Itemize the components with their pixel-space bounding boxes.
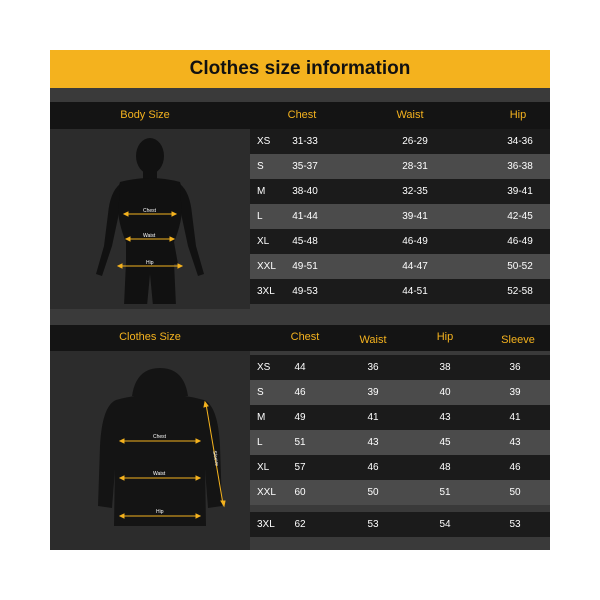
table-row [250, 405, 550, 430]
hip-value: 36-38 [507, 161, 533, 172]
chest-value: 62 [294, 519, 306, 530]
size-label: L [257, 211, 263, 222]
figure-waist-label: Waist [153, 471, 166, 477]
body-col-waist: Waist [396, 109, 424, 121]
size-label: XXL [257, 487, 276, 498]
size-label: M [257, 412, 266, 423]
clothes-figure-panel [50, 351, 250, 550]
size-label: 3XL [257, 519, 275, 530]
chest-value: 44 [294, 362, 306, 373]
figure-hip-label: Hip [156, 509, 164, 515]
waist-value: 39-41 [402, 211, 428, 222]
waist-value: 44-51 [402, 286, 428, 297]
clothes-col-chest: Chest [290, 331, 320, 343]
hip-value: 48 [439, 462, 451, 473]
body-col-hip: Hip [509, 109, 527, 121]
hip-value: 46-49 [507, 236, 533, 247]
clothes-col-hip: Hip [436, 331, 454, 343]
chest-value: 57 [294, 462, 306, 473]
clothes-col-sleeve: Sleeve [501, 334, 535, 346]
sleeve-value: 43 [509, 437, 521, 448]
table-row [250, 430, 550, 455]
body-col-chest: Chest [287, 109, 317, 121]
size-label: XS [257, 362, 271, 373]
table-row [250, 179, 550, 204]
figure-waist-label: Waist [143, 233, 156, 239]
waist-value: 41 [367, 412, 379, 423]
waist-value: 39 [367, 387, 379, 398]
waist-value: 32-35 [402, 186, 428, 197]
table-row [250, 380, 550, 405]
chest-value: 51 [294, 437, 306, 448]
sleeve-value: 46 [509, 462, 521, 473]
size-label: L [257, 437, 263, 448]
size-label: M [257, 186, 266, 197]
waist-value: 36 [367, 362, 379, 373]
table-row [250, 455, 550, 480]
figure-chest-label: Chest [143, 208, 157, 214]
waist-value: 26-29 [402, 136, 428, 147]
waist-value: 44-47 [402, 261, 428, 272]
chest-value: 49-53 [292, 286, 318, 297]
size-label: S [257, 161, 264, 172]
size-label: S [257, 387, 264, 398]
hip-value: 51 [439, 487, 451, 498]
chest-value: 35-37 [292, 161, 318, 172]
chest-value: 46 [294, 387, 306, 398]
clothes-col-waist: Waist [359, 334, 387, 346]
figure-hip-label: Hip [146, 260, 154, 266]
table-row [250, 129, 550, 154]
hip-value: 39-41 [507, 186, 533, 197]
waist-value: 46-49 [402, 236, 428, 247]
sleeve-value: 36 [509, 362, 521, 373]
hip-value: 45 [439, 437, 451, 448]
chest-value: 49-51 [292, 261, 318, 272]
chest-value: 38-40 [292, 186, 318, 197]
size-label: XL [257, 236, 270, 247]
size-label: XL [257, 462, 270, 473]
chest-value: 49 [294, 412, 306, 423]
clothes-size-label: Clothes Size [119, 331, 181, 343]
figure-chest-label: Chest [153, 434, 167, 440]
body-size-label: Body Size [120, 109, 170, 121]
waist-value: 28-31 [402, 161, 428, 172]
table-row [250, 229, 550, 254]
sleeve-value: 41 [509, 412, 521, 423]
hip-value: 40 [439, 387, 451, 398]
chest-value: 41-44 [292, 211, 318, 222]
table-row [250, 512, 550, 537]
hip-value: 54 [439, 519, 451, 530]
hip-value: 43 [439, 412, 451, 423]
size-label: 3XL [257, 286, 275, 297]
figure-sleeve-label: Sleeve [211, 450, 220, 467]
table-row [250, 279, 550, 304]
size-chart-card [50, 50, 550, 550]
hip-value: 38 [439, 362, 451, 373]
sleeve-value: 39 [509, 387, 521, 398]
body-figure-panel [50, 129, 250, 309]
hip-value: 42-45 [507, 211, 533, 222]
table-row [250, 355, 550, 380]
table-row [250, 480, 550, 505]
table-row [250, 204, 550, 229]
chest-value: 60 [294, 487, 306, 498]
waist-value: 46 [367, 462, 379, 473]
size-label: XXL [257, 261, 276, 272]
hip-value: 52-58 [507, 286, 533, 297]
page-title: Clothes size information [189, 58, 411, 79]
size-label: XS [257, 136, 271, 147]
table-row [250, 254, 550, 279]
chest-value: 45-48 [292, 236, 318, 247]
chest-value: 31-33 [292, 136, 318, 147]
waist-value: 50 [367, 487, 379, 498]
waist-value: 53 [367, 519, 379, 530]
body-silhouette-figure [70, 134, 230, 304]
waist-value: 43 [367, 437, 379, 448]
hoodie-silhouette-figure [80, 366, 230, 541]
table-row [250, 154, 550, 179]
hip-value: 34-36 [507, 136, 533, 147]
sleeve-value: 50 [509, 487, 521, 498]
sleeve-value: 53 [509, 519, 521, 530]
title-banner [50, 50, 550, 88]
hip-value: 50-52 [507, 261, 533, 272]
